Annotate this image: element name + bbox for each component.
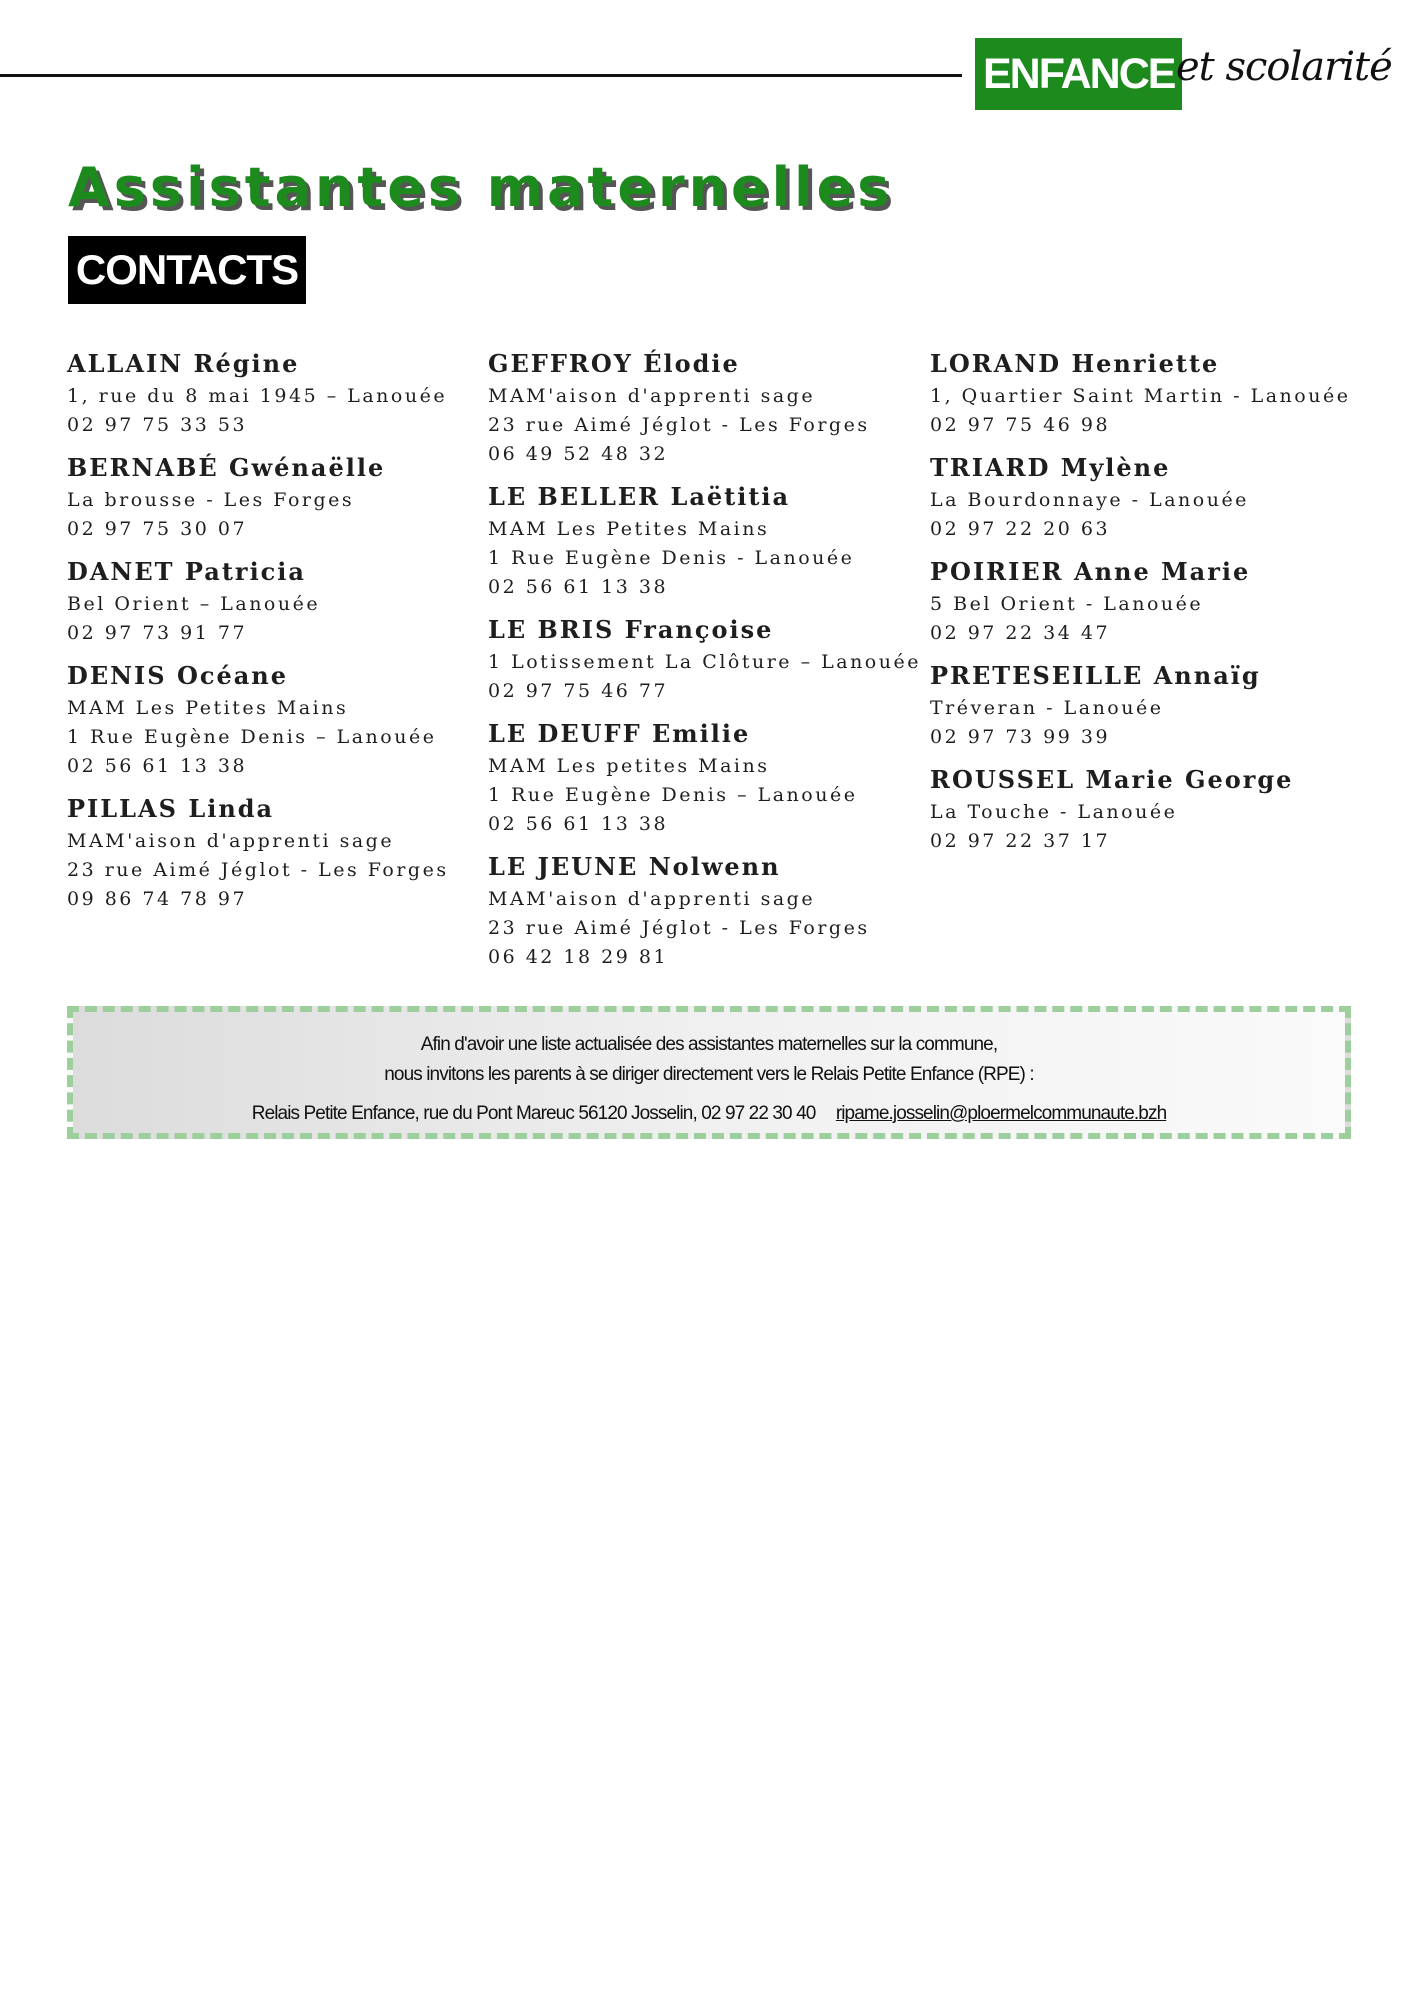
contact-address-line: 1 Rue Eugène Denis – Lanouée (67, 726, 437, 748)
contact-entry (488, 479, 928, 602)
contact-entry (488, 716, 928, 839)
contact-phone: 02 97 22 34 47 (930, 622, 1111, 644)
contact-address-line: MAM'aison d'apprenti sage (488, 385, 816, 407)
contact-address-line: MAM Les petites Mains (488, 755, 770, 777)
contact-address-line: 1 Rue Eugène Denis – Lanouée (488, 784, 858, 806)
info-line: nous invitons les parents à se diriger directement vers le Relais Petite Enfance (RPE) : (384, 1064, 1034, 1085)
contact-name: LE BELLER Laëtitia (488, 482, 791, 511)
contact-name: PRETESEILLE Annaïg (930, 661, 1261, 690)
contact-phone: 02 97 73 99 39 (930, 726, 1111, 748)
contacts-column (67, 346, 477, 924)
contact-entry (488, 849, 928, 972)
contact-name: TRIARD Mylène (930, 453, 1171, 482)
contact-address-line: Tréveran - Lanouée (930, 697, 1164, 719)
contact-name: DENIS Océane (67, 661, 289, 690)
contact-address-line: La Bourdonnaye - Lanouée (930, 489, 1249, 511)
contacts-badge: CONTACTS (68, 236, 306, 304)
contact-address-line: La brousse - Les Forges (67, 489, 355, 511)
contact-phone: 02 97 75 46 77 (488, 680, 669, 702)
contact-address-line: 5 Bel Orient - Lanouée (930, 593, 1204, 615)
contact-entry (67, 791, 477, 914)
contact-entry (930, 762, 1370, 856)
contact-entry (488, 612, 928, 706)
contact-address-line: 23 rue Aimé Jéglot - Les Forges (488, 414, 870, 436)
contact-name: ALLAIN Régine (67, 349, 300, 378)
section-subtitle: et scolarité (1176, 44, 1392, 90)
info-box (67, 1006, 1351, 1139)
contact-address-line: 1 Lotissement La Clôture – Lanouée (488, 651, 921, 673)
contacts-column (488, 346, 928, 982)
contact-address-line: 23 rue Aimé Jéglot - Les Forges (67, 859, 449, 881)
contact-address-line: Bel Orient – Lanouée (67, 593, 321, 615)
contact-entry (930, 554, 1370, 648)
contact-phone: 02 97 22 37 17 (930, 830, 1111, 852)
contact-entry (67, 658, 477, 781)
contact-phone: 06 49 52 48 32 (488, 443, 669, 465)
contact-address-line: MAM Les Petites Mains (488, 518, 770, 540)
contact-name: PILLAS Linda (67, 794, 275, 823)
header-rule (0, 74, 962, 77)
info-contact-line (73, 1103, 1345, 1125)
contact-name: GEFFROY Élodie (488, 349, 740, 378)
contact-name: ROUSSEL Marie George (930, 765, 1294, 794)
contact-entry (930, 658, 1370, 752)
info-line: Afin d'avoir une liste actualisée des assistantes maternelles sur la commune, (420, 1034, 998, 1055)
contact-entry (67, 554, 477, 648)
contact-phone: 02 97 73 91 77 (67, 622, 248, 644)
contact-phone: 02 56 61 13 38 (488, 576, 669, 598)
contacts-column (930, 346, 1370, 866)
contact-name: LE DEUFF Emilie (488, 719, 751, 748)
contact-phone: 09 86 74 78 97 (67, 888, 248, 910)
contact-entry (930, 450, 1370, 544)
contact-phone: 06 42 18 29 81 (488, 946, 669, 968)
contact-phone: 02 97 22 20 63 (930, 518, 1111, 540)
contact-phone: 02 56 61 13 38 (488, 813, 669, 835)
contact-name: DANET Patricia (67, 557, 306, 586)
contact-address-line: MAM'aison d'apprenti sage (488, 888, 816, 910)
contact-name: LE BRIS Françoise (488, 615, 774, 644)
contact-name: BERNABÉ Gwénaëlle (67, 453, 386, 482)
contact-entry (67, 450, 477, 544)
contact-address-line: MAM Les Petites Mains (67, 697, 349, 719)
contact-name: LE JEUNE Nolwenn (488, 852, 781, 881)
contact-phone: 02 56 61 13 38 (67, 755, 248, 777)
contact-entry (930, 346, 1370, 440)
contact-phone: 02 97 75 33 53 (67, 414, 248, 436)
rpe-email-link[interactable]: ripame.josselin@ploermelcommunaute.bzh (835, 1103, 1167, 1124)
contact-entry (488, 346, 928, 469)
contact-address-line: 1 Rue Eugène Denis - Lanouée (488, 547, 855, 569)
contact-address-line: La Touche - Lanouée (930, 801, 1178, 823)
contact-phone: 02 97 75 30 07 (67, 518, 248, 540)
contact-phone: 02 97 75 46 98 (930, 414, 1111, 436)
page-title: Assistantes maternelles (68, 156, 894, 219)
rpe-address: Relais Petite Enfance, rue du Pont Mareuc 56120 Josselin, 02 97 22 30 40 (251, 1103, 816, 1124)
contact-entry (67, 346, 477, 440)
contact-address-line: MAM'aison d'apprenti sage (67, 830, 395, 852)
contact-address-line: 23 rue Aimé Jéglot - Les Forges (488, 917, 870, 939)
contact-name: POIRIER Anne Marie (930, 557, 1251, 586)
section-tag: ENFANCE (975, 38, 1182, 110)
contact-address-line: 1, rue du 8 mai 1945 – Lanouée (67, 385, 448, 407)
contact-address-line: 1, Quartier Saint Martin - Lanouée (930, 385, 1351, 407)
contact-name: LORAND Henriette (930, 349, 1220, 378)
